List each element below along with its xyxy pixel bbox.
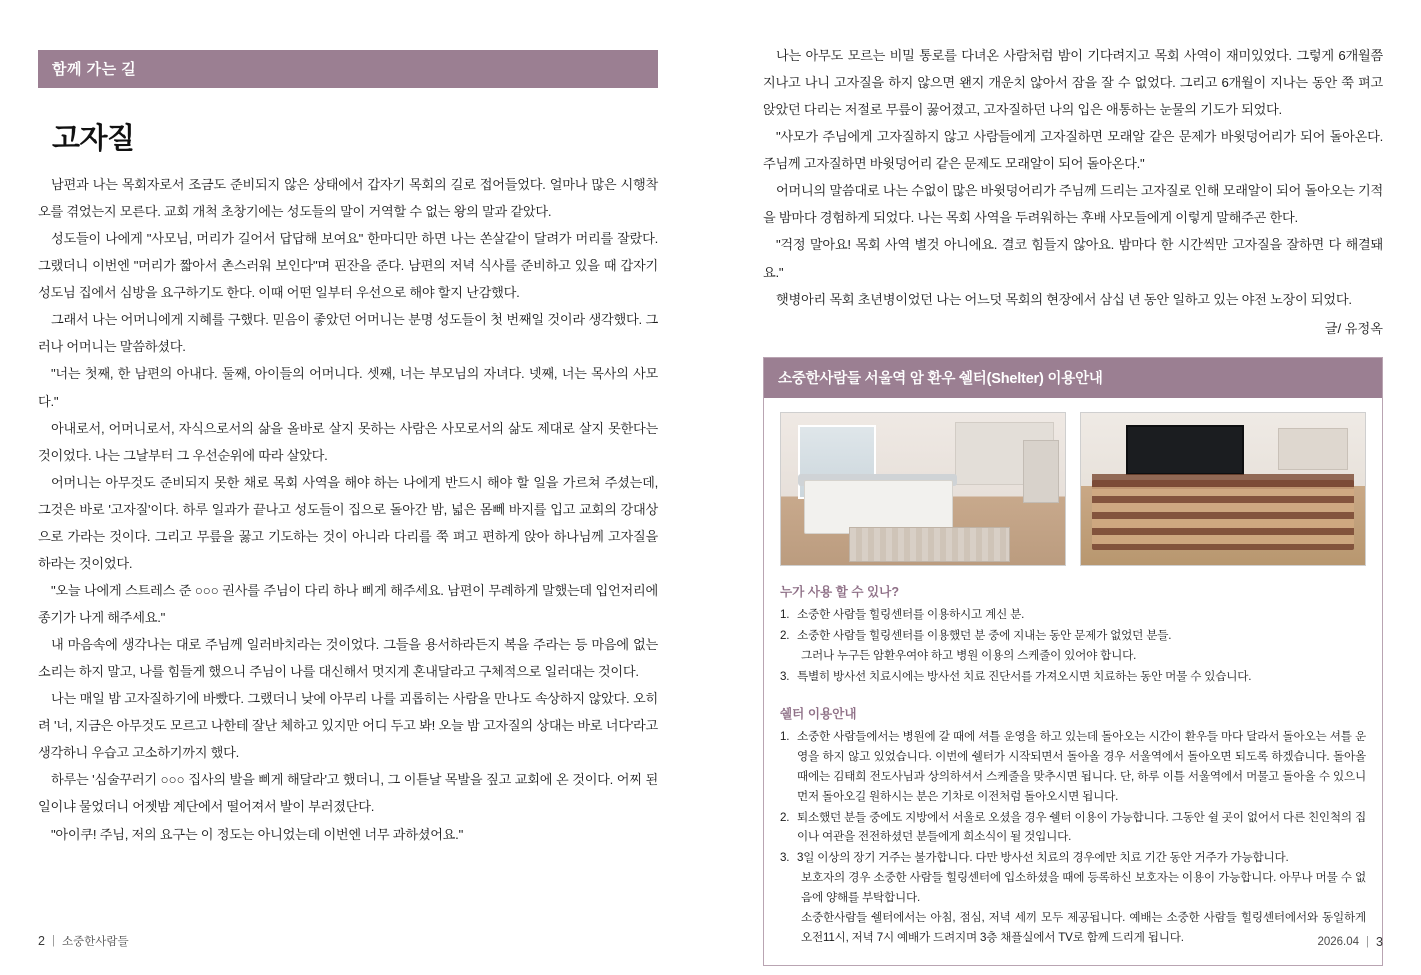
body-paragraph: 어머니의 말씀대로 나는 수없이 많은 바윗덩어리가 주님께 드리는 고자질로 인해 모래알이 되어 돌아오는 기적을 밤마다 경험하게 되었다. 나는 목회 사역을 두려워하는 후배 사모들에게 이렇게 말해주곤 한다. [763,183,1383,226]
list-item-number: 1. [780,608,790,621]
footer-left [38,933,129,949]
who-can-use-heading: 누가 사용 할 수 있나? [780,585,900,599]
body-paragraph: 하루는 '심술꾸러기 ○○○ 집사의 발을 삐게 해달라'고 했더니, 그 이튿날 목발을 짚고 교회에 온 것이다. 어찌 된 일이냐 물었더니 어젯밤 계단에서 떨어져서 발이 부러졌단다. [38,772,658,815]
shelter-room-photo [780,412,1066,566]
list-item-number: 2. [780,810,790,824]
body-paragraph: "사모가 주님에게 고자질하지 않고 사람들에게 고자질하면 모래알 같은 문제가 바윗덩어리가 되어 돌아온다. 주님께 고자질하면 바윗덩어리 같은 문제도 모래알이 되어 돌아온다." [763,129,1383,172]
body-paragraph: 나는 아무도 모르는 비밀 통로를 다녀온 사람처럼 밤이 기다려지고 목회 사역이 재미있었다. 그렇게 6개월쯤 지나고 나니 고자질을 하지 않으면 왠지 개운치 않아서 잠을 잘 수 없었다. 그리고 6개월이 지나는 동안 쭉 펴고 앉았던 다리는 저절로 무릎이 꿇어졌고, 고자질하던 나의 입은 애통하는 눈물의 기도가 되었다. [763,48,1383,118]
list-item-number: 3. [780,851,790,865]
article-byline: 글/ 유정옥 [1324,320,1383,336]
list-item-number: 1. [780,729,790,743]
body-paragraph: 내 마음속에 생각나는 대로 주님께 일러바치라는 것이었다. 그들을 용서하라든지 복을 주라는 등 마음에 없는 소리는 하지 말고, 나를 힘들게 했으니 주님이 나를 대신해서 멋지게 혼내달라고 구체적으로 일러대는 것이다. [38,637,658,680]
body-paragraph: "아이쿠! 주님, 저의 요구는 이 정도는 아니었는데 이번엔 너무 과하셨어요." [51,826,464,842]
footer-page-number-right: 3 [1376,935,1383,949]
body-paragraph: 나는 매일 밤 고자질하기에 바빴다. 그랬더니 낮에 아무리 나를 괴롭히는 사람을 만나도 속상하지 않았다. 오히려 '너, 지금은 아무것도 모르고 나한테 잘난 체하고 있지만 어디 두고 봐! 오늘 밤 고자질의 상대는 바로 너다'라고 생각하니 우습고 고소하기까지 했다. [38,691,658,761]
list-item-text: 3일 이상의 장기 거주는 불가합니다. 다만 방사선 치료의 경우에만 치료 기간 동안 거주가 가능합니다. [797,851,1289,865]
footer-separator: | [51,935,55,947]
body-paragraph: 햇병아리 목회 초년병이었던 나는 어느덧 목회의 현장에서 삼십 년 동안 일하고 있는 야전 노장이 되었다. [776,291,1352,307]
list-item-subtext: 보호자의 경우 소중한 사람들 힐링센터에 입소하셨을 때에 등록하신 보호자는 이용이 가능합니다. 아무나 머물 수 없음에 양해를 부탁합니다. [801,871,1366,905]
shelter-info-box [763,357,1383,966]
list-item [780,808,1366,848]
list-item-subtext-2: 소중한사람들 쉘터에서는 아침, 점심, 저녁 세끼 모두 제공됩니다. 예배는 소중한 사람들 힐링센터에서와 동일하게 오전11시, 저녁 7시 예배가 드려지며 3층 채플실에서 TV로 함께 드리게 됩니다. [801,911,1366,945]
footer-publication-label: 소중한사람들 [61,936,129,948]
footer-issue-date: 2026.04 [1317,936,1360,948]
shelter-chapel-photo [1080,412,1366,566]
usage-guide-list [780,727,1366,948]
section-bar: 함께 가는 길 [38,50,658,88]
list-item-text: 소중한 사람들에서는 병원에 갈 때에 셔틀 운영을 하고 있는데 돌아오는 시간이 환우들 마다 달라서 돌아오는 셔틀 운영을 하지 않고 있었습니다. 이번에 쉘터가 시작되면서 돌아올 경우 서울역에서 돌아오면 되도록 하겠습니다. 돌아올 때에는 김태희 전도사님과 상의하셔서 스케줄을 맞추시면 됩니다. 단, 하루 이틀 서울역에서 머물고 돌아올 수 있으니 먼저 돌아오길 원하시는 분은 기차로 이전처럼 돌아오시면 됩니다. [797,729,1366,803]
footer-right [1317,935,1383,949]
list-item-text: 소중한 사람들 힐링센터를 이용했던 분 중에 지내는 동안 문제가 없었던 분들. [797,628,1172,642]
shelter-box-header: 소중한사람들 서울역 암 환우 쉘터(Shelter) 이용안내 [764,358,1382,398]
body-paragraph: 아내로서, 어머니로서, 자식으로서의 삶을 올바로 살지 못하는 사람은 사모로서의 삶도 제대로 살지 못한다는 것이었다. 나는 그날부터 그 우선순위에 따라 살았다. [38,420,658,463]
list-item [780,667,1366,687]
body-paragraph: 성도들이 나에게 "사모님, 머리가 길어서 답답해 보여요" 한마디만 하면 나는 쏜살같이 달려가 머리를 잘랐다. 그랬더니 이번엔 "머리가 짧아서 촌스러워 보인다"며 핀잔을 준다. 남편의 저녁 식사를 준비하고 있을 때 갑자기 성도님 집에서 심방을 요구하기도 한다. 이때 어떤 일부터 우선으로 해야 할지 난감했다. [38,231,658,301]
page-footer [0,929,1421,949]
right-column [763,42,1383,342]
list-item [780,727,1366,807]
list-item [780,626,1366,666]
list-item-number: 2. [780,628,790,642]
list-item-subtext: 그러나 누구든 암환우여야 하고 병원 이용의 스케줄이 있어야 합니다. [801,648,1137,662]
body-paragraph: "너는 첫째, 한 남편의 아내다. 둘째, 아이들의 어머니다. 셋째, 너는 부모님의 자녀다. 넷째, 너는 목사의 사모다." [38,366,658,409]
footer-separator: | [1366,936,1370,948]
page-title: 고자질 [52,123,135,155]
list-item-text: 특별히 방사선 치료시에는 방사선 치료 진단서를 가져오시면 치료하는 동안 머물 수 있습니다. [797,669,1252,683]
list-item-number: 3. [780,669,790,683]
body-paragraph: 그래서 나는 어머니에게 지혜를 구했다. 믿음이 좋았던 어머니는 분명 성도들이 첫 번째일 것이라 생각했다. 그러나 어머니는 말씀하셨다. [38,312,658,355]
shelter-photo-row [780,412,1366,566]
usage-guide-heading: 쉘터 이용안내 [780,706,857,721]
list-item-text: 소중한 사람들 힐링센터를 이용하시고 계신 분. [797,608,1025,621]
list-item [780,605,1366,625]
left-column [38,50,658,848]
body-paragraph: "걱정 말아요! 목회 사역 별것 아니에요. 결코 힘들지 않아요. 밤마다 한 시간씩만 고자질을 잘하면 다 해결돼요." [763,237,1383,280]
who-can-use-list [780,605,1366,687]
body-paragraph: 남편과 나는 목회자로서 조금도 준비되지 않은 상태에서 갑자기 목회의 길로 접어들었다. 얼마나 많은 시행착오를 겪었는지 모른다. 교회 개척 초창기에는 성도들의 말이 거역할 수 없는 왕의 말과 같았다. [38,177,658,220]
body-paragraph: "오늘 나에게 스트레스 준 ○○○ 권사를 주님이 다리 하나 삐게 해주세요. 남편이 무례하게 말했는데 입언저리에 종기가 나게 해주세요." [38,582,658,625]
body-paragraph: 어머니는 아무것도 준비되지 못한 채로 목회 사역을 해야 하는 나에게 반드시 해야 할 일을 가르쳐 주셨는데, 그것은 바로 '고자질'이다. 하루 일과가 끝나고 성도들이 집으로 돌아간 밤, 넓은 몸뻬 바지를 입고 교회의 강대상으로 가라는 것이다. 그리고 무릎을 꿇고 기도하는 것이 아니라 다리를 쭉 펴고 편하게 앉아 하나님께 고자질을 하라는 것이었다. [38,474,658,571]
list-item-text: 퇴소했던 분들 중에도 지방에서 서울로 오셨을 경우 쉘터 이용이 가능합니다. 그동안 쉴 곳이 없어서 다른 친인척의 집이나 여관을 전전하셨던 분들에게 희소식이 될 것입니다. [797,810,1366,844]
footer-page-number-left: 2 [38,934,45,948]
